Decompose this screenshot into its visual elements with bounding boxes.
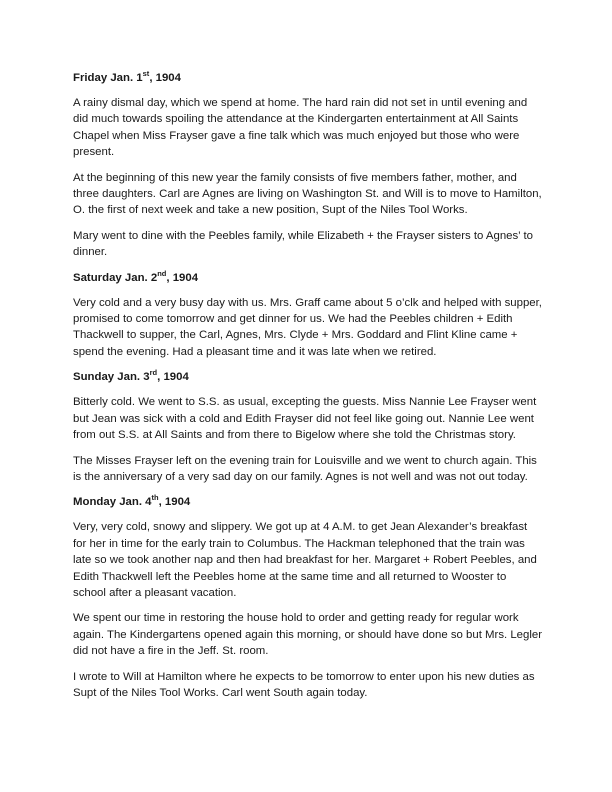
entry-heading xyxy=(73,494,542,510)
entry-paragraph: Bitterly cold. We went to S.S. as usual, excepting the guests. Miss Nannie Lee Frayser went but Jean was sick with a cold and Edith Frayser did not feel like going out. Nannie Lee went from out S.S. at All Saints and from there to Bigelow where she told the Christmas story. xyxy=(73,396,537,442)
date-ordinal-suffix: nd xyxy=(157,268,167,278)
entry-year: , 1904 xyxy=(149,72,181,84)
diary-entry-jan-3 xyxy=(73,369,542,485)
entry-paragraph: The Misses Frayser left on the evening train for Louisville and we went to church again. This is the anniversary of a very sad day on our family. Agnes is not well and was not out today. xyxy=(73,454,537,483)
date-ordinal-suffix: rd xyxy=(149,368,158,378)
diary-entry-jan-4 xyxy=(73,494,542,701)
entry-heading xyxy=(73,270,542,286)
date-ordinal-suffix: th xyxy=(151,493,159,503)
date-ordinal-suffix: st xyxy=(142,69,150,79)
entry-paragraph: At the beginning of this new year the family consists of five members father, mother, and three daughters. Carl are Agnes are living on Washington St. and Will is to move to Hamilton, O. the first of next week and take a new position, Supt of the Niles Tool Works. xyxy=(73,171,542,217)
entry-date: Saturday Jan. 2 xyxy=(73,271,158,284)
entry-date: Monday Jan. 4 xyxy=(73,496,152,509)
entry-date: Friday Jan. 1 xyxy=(73,72,143,84)
entry-year: , 1904 xyxy=(158,496,191,509)
entry-date: Sunday Jan. 3 xyxy=(73,371,150,384)
entry-year: , 1904 xyxy=(166,271,199,284)
entry-paragraph: Very cold and a very busy day with us. Mrs. Graff came about 5 o’clk and helped with supper, promised to come tomorrow and get dinner for us. We had the Peebles children + Edith Thackwell to supper, the Carl, Agnes, Mrs. Clyde + Mrs. Goddard and Flint Kline came + spend the evening. Had a pleasant time and it was late when we retired. xyxy=(73,296,542,358)
entry-paragraph: Mary went to dine with the Peebles family, while Elizabeth + the Frayser sisters to Agnes’ to dinner. xyxy=(73,229,533,259)
entry-paragraph: Very, very cold, snowy and slippery. We got up at 4 A.M. to get Jean Alexander’s breakfast for her in time for the early train to Columbus. The Hackman telephoned that the train was late so we took another nap and then had breakfast for her. Margaret + Robert Peebles, and Edith Thackwell left the Peebles home at the same time and all returned to Wooster to school after a pleasant vacation. xyxy=(73,521,537,599)
diary-entry-jan-2 xyxy=(73,270,542,361)
diary-entry-jan-1 xyxy=(73,70,542,261)
entry-paragraph: I wrote to Will at Hamilton where he expects to be tomorrow to enter upon his new duties as Supt of the Niles Tool Works. Carl went South again today. xyxy=(73,670,535,699)
entry-heading xyxy=(73,369,542,385)
entry-heading xyxy=(73,70,542,86)
entry-paragraph: We spent our time in restoring the house hold to order and getting ready for regular work again. The Kindergartens opened again this morning, or should have done so but Mrs. Legler did not have a fire in the Jeff. St. room. xyxy=(73,612,543,658)
entry-paragraph: A rainy dismal day, which we spend at home. The hard rain did not set in until evening and did much towards spoiling the attendance at the Kindergarten entertainment at All Saints Chapel when Miss Frayser gave a fine talk which was much enjoyed but those who were present. xyxy=(73,97,528,159)
entry-year: , 1904 xyxy=(157,371,189,384)
